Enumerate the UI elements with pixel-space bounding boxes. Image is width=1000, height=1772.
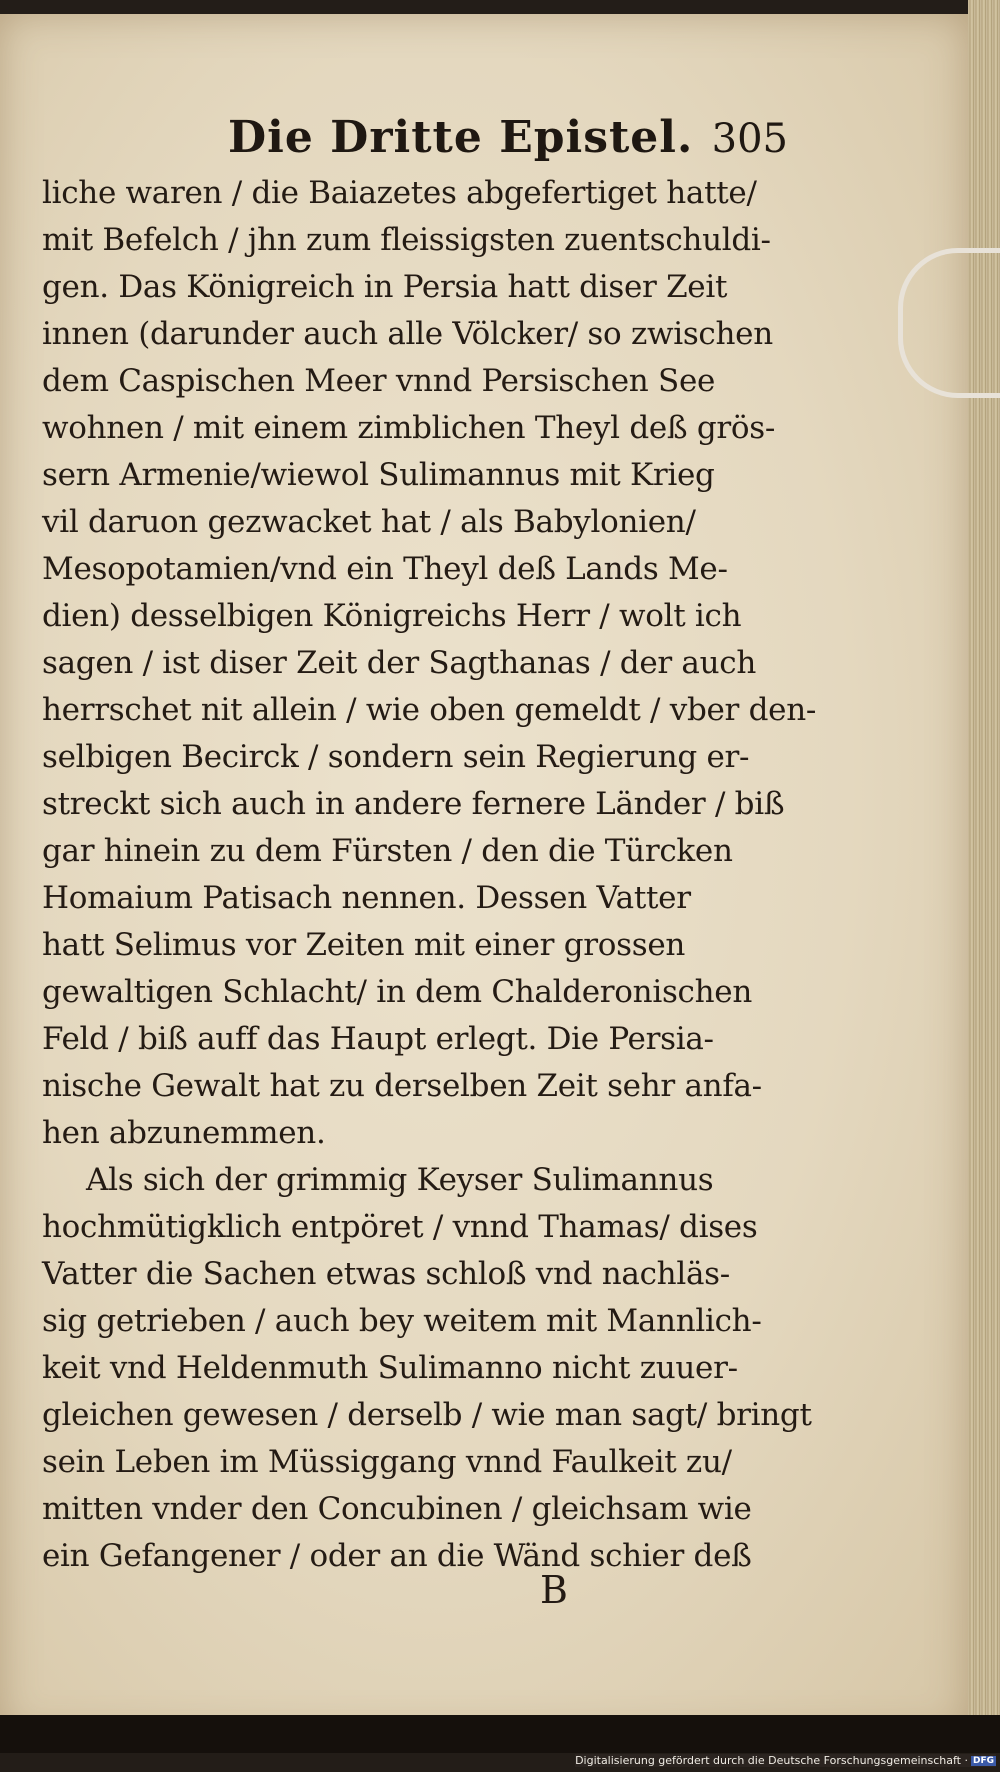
text-line: hen abzunemmen. [42,1115,326,1151]
credit-text: Digitalisierung gefördert durch die Deutsche Forschungsgemeinschaft · [575,1754,968,1767]
text-line: Vatter die Sachen etwas schloß vnd nachläs- [42,1256,730,1292]
text-line: gar hinein zu dem Fürsten / den die Türcken [42,833,733,869]
text-line: Feld / biß auff das Haupt erlegt. Die Persia- [42,1021,714,1057]
text-line: sein Leben im Müssiggang vnnd Faulkeit zu/ [42,1444,732,1480]
text-line: gen. Das Königreich in Persia hatt diser Zeit [42,269,728,305]
text-line: keit vnd Heldenmuth Sulimanno nicht zuuer- [42,1350,738,1386]
running-head-title: Die Dritte Epistel. [228,112,694,163]
paragraph-start-line: Als sich der grimmig Keyser Sulimannus [86,1162,714,1198]
text-line: gleichen gewesen / derselb / wie man sagt/ bringt [42,1397,812,1433]
text-line: nische Gewalt hat zu derselben Zeit sehr anfa- [42,1068,762,1104]
catchword: B [540,1568,568,1612]
text-line: dem Caspischen Meer vnnd Persischen See [42,363,716,399]
text-line: hatt Selimus vor Zeiten mit einer grossen [42,927,686,963]
dfg-logo: DFG [972,1756,994,1766]
text-line: mit Befelch / jhn zum fleissigsten zuentschuldi- [42,222,771,258]
digitization-credit [575,1754,996,1767]
text-line: innen (darunder auch alle Völcker/ so zwischen [42,316,773,352]
text-line: sagen / ist diser Zeit der Sagthanas / der auch [42,645,757,681]
text-line: mitten vnder den Concubinen / gleichsam wie [42,1491,752,1527]
text-line: dien) desselbigen Königreichs Herr / wolt ich [42,598,742,634]
text-line: gewaltigen Schlacht/ in dem Chalderonischen [42,974,752,1010]
text-line: ein Gefangener / oder an die Wänd schier deß [42,1538,752,1574]
text-line: sig getrieben / auch bey weitem mit Mannlich- [42,1303,762,1339]
text-line: selbigen Becirck / sondern sein Regierung er- [42,739,750,775]
running-head [228,112,788,172]
body-text [42,170,817,1580]
text-line: vil daruon gezwacket hat / als Babylonien/ [42,504,696,540]
page-number: 305 [711,116,788,162]
text-line: streckt sich auch in andere fernere Länder / biß [42,786,785,822]
scan-bottom-bar [0,1715,1000,1753]
text-line: herrschet nit allein / wie oben gemeldt / vber den- [42,692,817,728]
text-line: Homaium Patisach nennen. Dessen Vatter [42,880,691,916]
page-clip [898,248,1000,398]
text-line: hochmütigklich entpöret / vnnd Thamas/ dises [42,1209,758,1245]
text-line: Mesopotamien/vnd ein Theyl deß Lands Me- [42,551,728,587]
text-line: liche waren / die Baiazetes abgefertiget hatte/ [42,175,757,211]
text-line: sern Armenie/wiewol Sulimannus mit Krieg [42,457,715,493]
text-line: wohnen / mit einem zimblichen Theyl deß grös- [42,410,776,446]
